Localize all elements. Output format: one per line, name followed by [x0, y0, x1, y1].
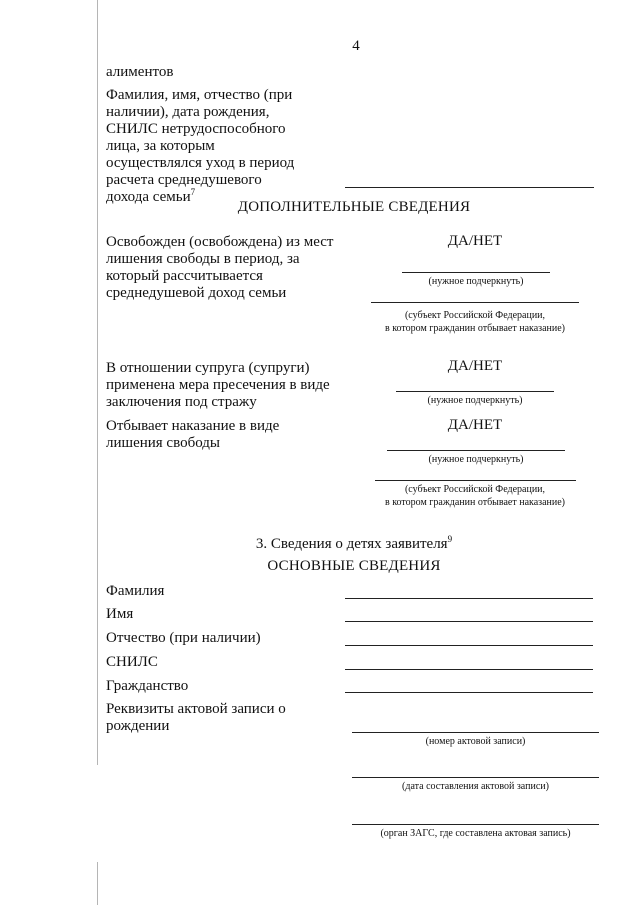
footnote-9: 9 [447, 534, 453, 544]
record-date-caption: (дата составления актовой записи) [402, 781, 549, 792]
released-subject-caption-1: (субъект Российской Федерации, [404, 310, 546, 321]
spouse-underline-hint: (нужное подчеркнуть) [427, 395, 523, 406]
released-choice[interactable]: ДА/НЕТ [447, 233, 503, 249]
released-subject-caption-2: в котором гражданин отбывает наказание) [384, 323, 566, 334]
serving-subject-caption-1: (субъект Российской Федерации, [404, 484, 546, 495]
serving-subject-caption-2: в котором гражданин отбывает наказание) [384, 497, 566, 508]
record-number-caption: (номер актовой записи) [425, 736, 526, 747]
page-number: 4 [352, 38, 360, 54]
serving-choice-line [387, 450, 565, 451]
child-surname-input[interactable] [345, 598, 593, 599]
disabled-person-input-line[interactable] [345, 187, 594, 188]
record-number-input[interactable] [352, 732, 599, 733]
alimony-text: алиментов [106, 64, 174, 80]
child-patronymic-input[interactable] [345, 645, 593, 646]
child-citizenship-input[interactable] [345, 692, 593, 693]
registry-office-input[interactable] [352, 824, 599, 825]
serving-underline-hint: (нужное подчеркнуть) [428, 454, 524, 465]
margin-rule-bottom [97, 862, 98, 905]
children-section-text: 3. Сведения о детях заявителя [255, 536, 448, 552]
child-birth-record-label: Реквизиты актовой записи о рождении [106, 701, 286, 734]
disabled-person-label [106, 87, 306, 206]
serving-label: Отбывает наказание в виде лишения свободы [106, 418, 280, 451]
spouse-label: В отношении супруга (супруги) применена мера пресечения в виде заключения под стражу [106, 360, 330, 410]
serving-choice[interactable]: ДА/НЕТ [447, 417, 503, 433]
child-name-label: Имя [106, 606, 134, 622]
spouse-choice[interactable]: ДА/НЕТ [447, 358, 503, 374]
child-patronymic-label: Отчество (при наличии) [106, 630, 261, 646]
serving-subject-line[interactable] [375, 480, 576, 481]
child-surname-label: Фамилия [106, 583, 165, 599]
spouse-choice-line [396, 391, 554, 392]
released-label: Освобожден (освобождена) из мест лишения свободы в период, за который рассчитывается среднедушевой доход семьи [106, 234, 334, 301]
released-underline-hint: (нужное подчеркнуть) [428, 276, 524, 287]
children-main-heading: ОСНОВНЫЕ СВЕДЕНИЯ [267, 558, 441, 574]
registry-office-caption: (орган ЗАГС, где составлена актовая запись) [380, 828, 571, 839]
child-snils-label: СНИЛС [106, 654, 158, 670]
child-snils-input[interactable] [345, 669, 593, 670]
disabled-person-text: Фамилия, имя, отчество (при наличии), дата рождения, СНИЛС нетрудоспособного лица, за которым осуществлялся уход в период расчета среднедушевого дохода семьи [106, 87, 295, 205]
child-citizenship-label: Гражданство [106, 678, 189, 694]
released-choice-line [402, 272, 550, 273]
footnote-7: 7 [190, 187, 196, 197]
record-date-input[interactable] [352, 777, 599, 778]
margin-rule-top [97, 0, 98, 765]
children-section-title [200, 536, 508, 553]
additional-heading: ДОПОЛНИТЕЛЬНЫЕ СВЕДЕНИЯ [237, 199, 471, 215]
released-subject-line[interactable] [371, 302, 579, 303]
child-name-input[interactable] [345, 621, 593, 622]
